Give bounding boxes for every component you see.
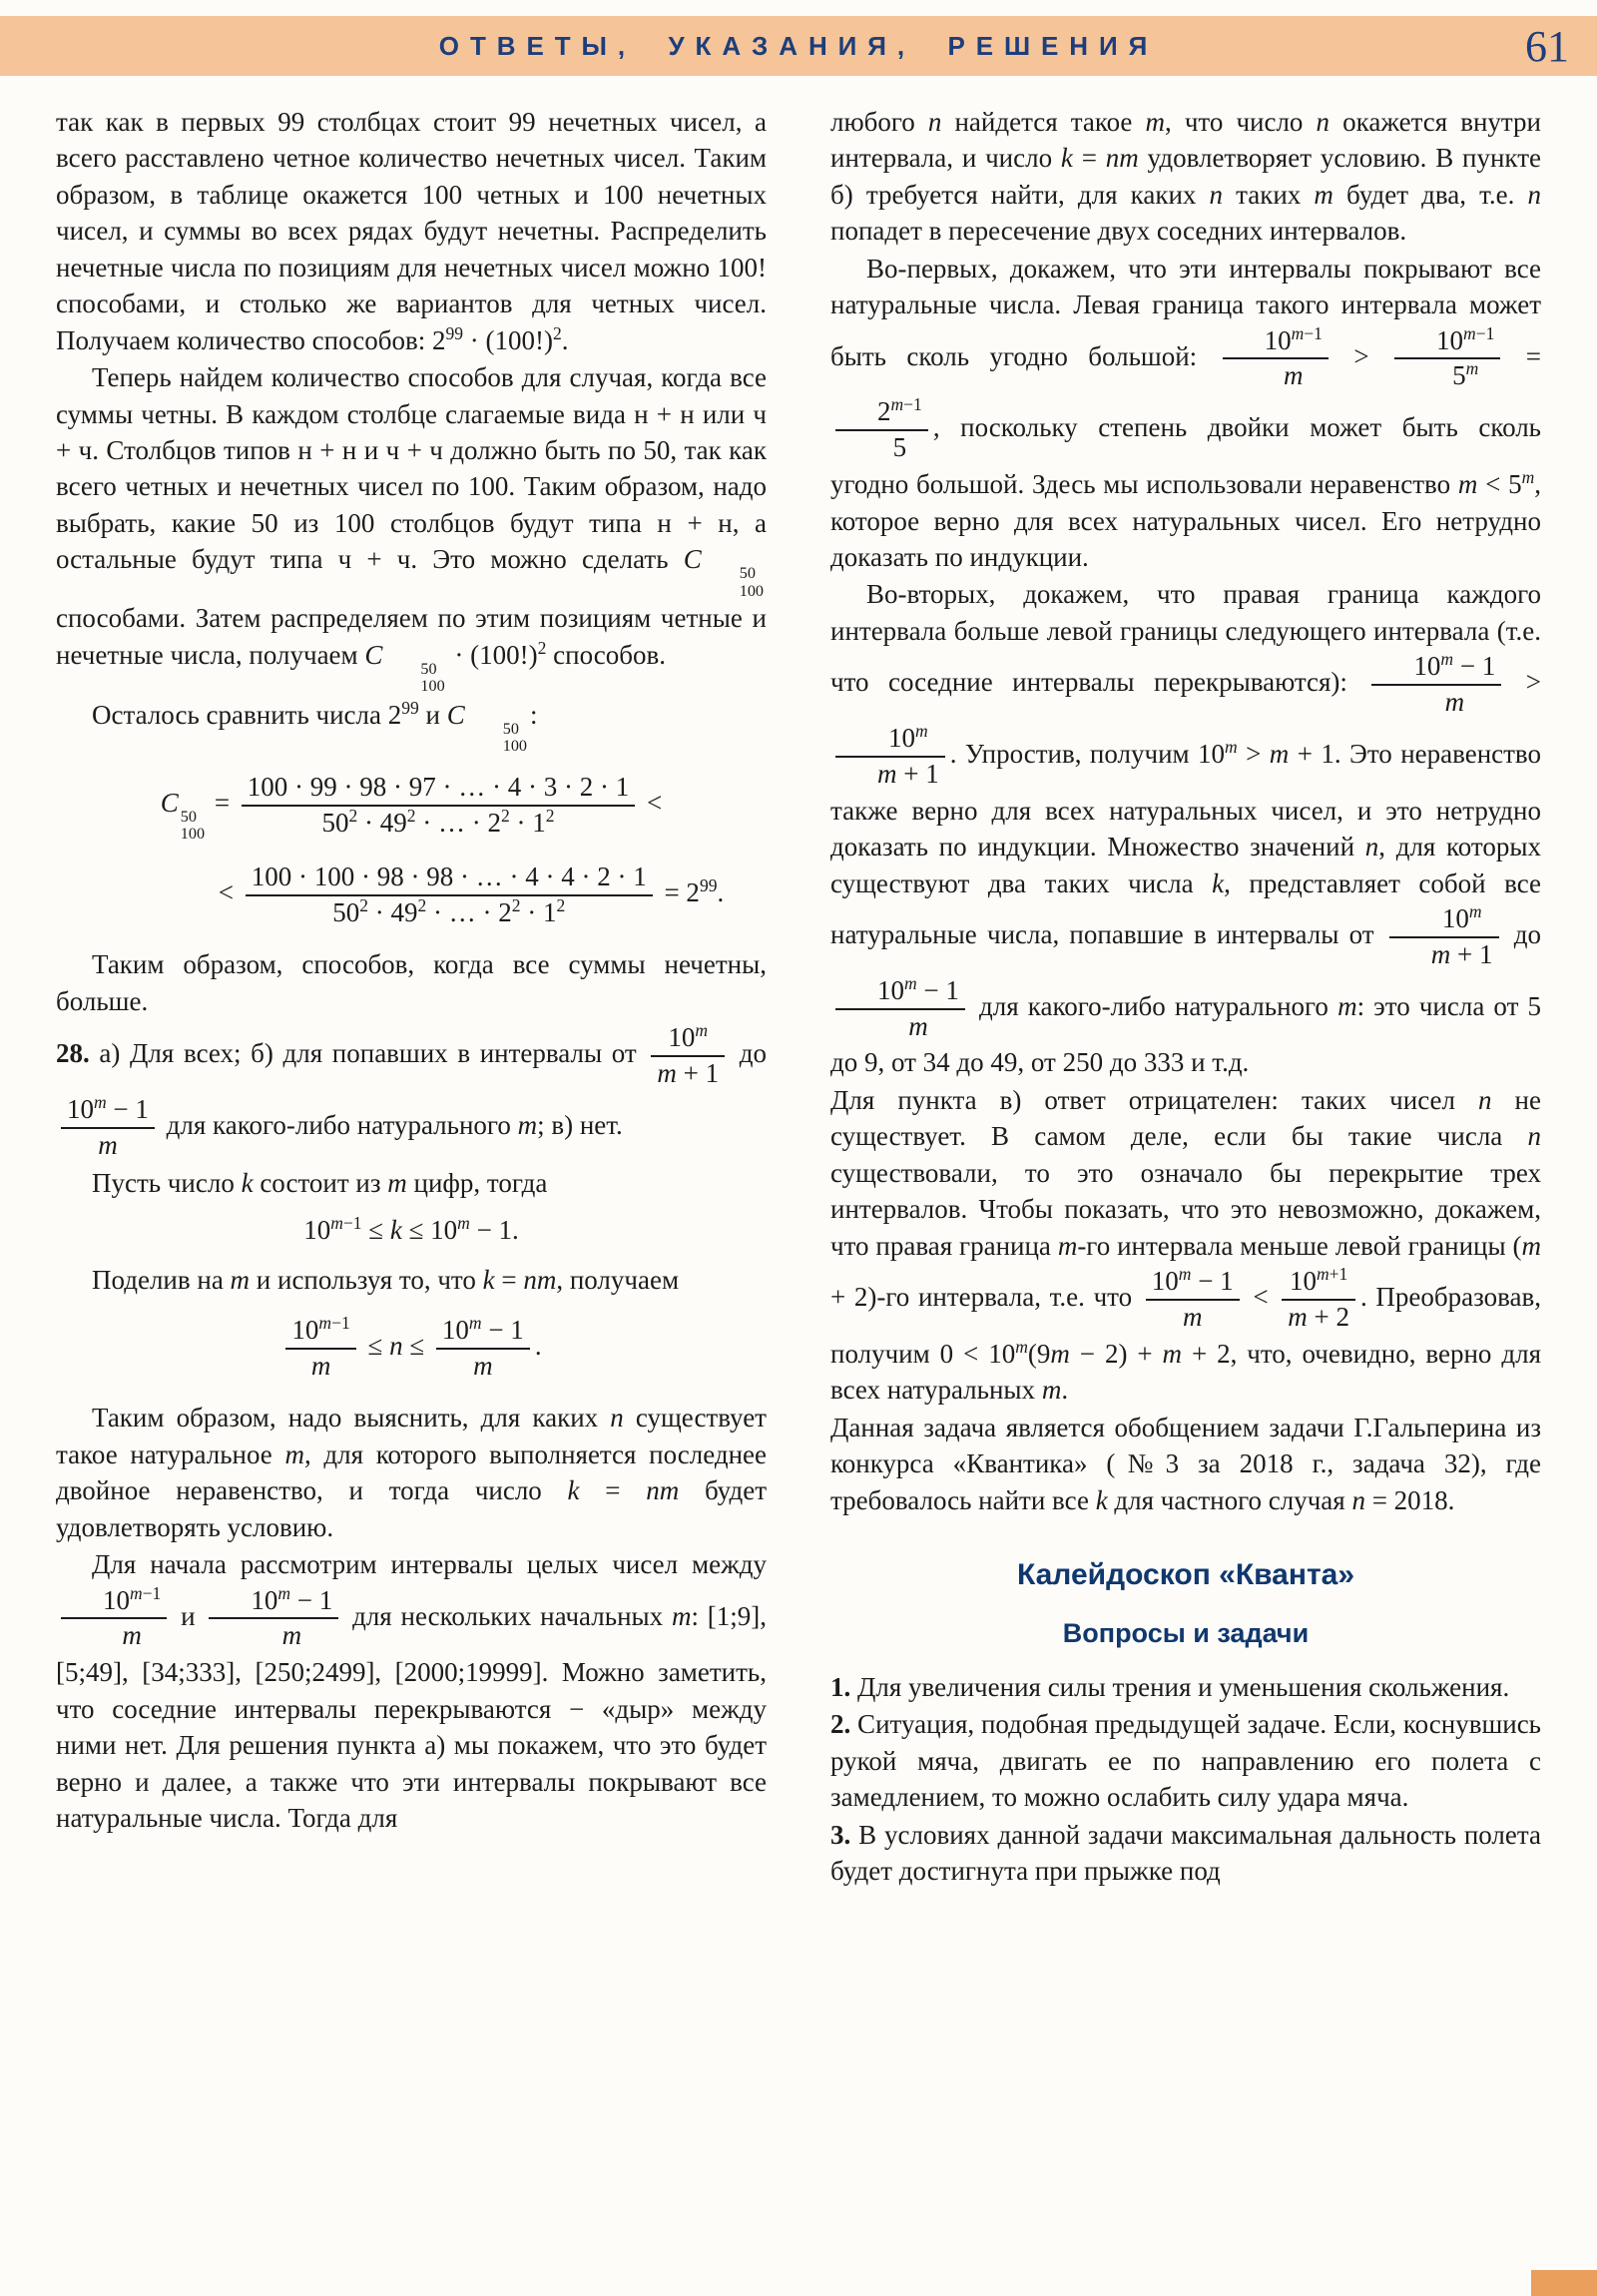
subsection-heading-questions: Вопросы и задачи xyxy=(1062,1617,1310,1648)
paragraph: Таким образом, способов, когда все суммы нечетны, больше. xyxy=(56,949,767,1016)
paragraph: Таким образом, надо выяснить, для каких n существует такое натуральное m, для которого выполняется последнее двойное неравенство, и тогда число k = nm будет удовлетворять условию. xyxy=(56,1403,767,1542)
paragraph: Теперь найдем количество способов для случая, когда все суммы четны. В каждом столбце слагаемые вида н + н или ч + ч. Столбцов типов н + н и ч + ч должно быть по 50, так как всего четных и нечетных чисел по 100. Таким образом, надо выбрать, какие 50 из 100 столбцов будут типа н + н, а остальные будут типа ч + ч. Это можно сделать C 50 100 способами. Затем распределяем по этим позициям четные и нечетные числа, получаем C 50 100 · $(100!)^2$ способов. xyxy=(56,362,767,696)
paragraph: любого n найдется такое m, что число n окажется внутри интервала, и число k = nm удовлетворяет условию. В пункте б) требуется найти, для каких n таких m будет два, т.е. n попадет в пересечение двух соседних интервалов. xyxy=(830,107,1541,247)
answer-item-3: 3. В условиях данной задачи максимальная дальность полета будет достигнута при прыжке под xyxy=(830,1819,1541,1887)
paragraph: Пусть число k состоит из m цифр, тогда xyxy=(92,1167,548,1198)
paragraph: Данная задача является обобщением задачи Г.Гальперина из конкурса «Квантика» (№3 за 2018 г., задача 32), где требовалось найти все k для частного случая n = 2018. xyxy=(830,1412,1541,1515)
paragraph: так как в первых 99 столбцах стоит 99 нечетных чисел, а всего расставлено четное количество нечетных чисел. Таким образом, в таблице окажется 100 четных и 100 нечетных чисел, и суммы во всех рядах будут нечетны. Распределить нечетные числа по позициям для нечетных чисел можно 100! способами, и столько же вариантов для четных чисел. Получаем количество способов: $2^{99} \cdot (100!)^2$. xyxy=(56,107,767,355)
display-formula: $10^{m-1} \le k \le 10^m - 1$. xyxy=(303,1213,519,1246)
paragraph: Во-вторых, докажем, что правая граница каждого интервала больше левой границы следующего интервала (т.е. что соседние интервалы перекрываются): $\frac{10^m - 1}{m}$ > $\frac{10^m}{m + 1}$ . Упростив, получим $10^m > m + 1$. Это неравенство также верно для всех натуральных чисел, и это нетрудно доказать по индукции. Множество значений n, для которых существуют два таких числа k, представляет собой все натуральные числа, попавшие в интервалы от $\frac{10^m}{m + 1}$ до $\frac{10^m - 1}{m}$ для какого-либо натурального m: это числа от 5 до 9, от 34 до 49, от 250 до 333 и т.д. xyxy=(830,579,1541,1078)
section-heading-kaleidoscope: Калейдоскоп «Кванта» xyxy=(1016,1557,1355,1591)
answer-item-1: 1. Для увеличения силы трения и уменьшения скольжения. xyxy=(830,1671,1510,1702)
paragraph: Во-первых, докажем, что эти интервалы покрывают все натуральные числа. Левая граница такого интервала может быть сколь угодно большой: $\frac{10^{m-1}}{m}$ > $\frac{10^{m-1}}{5^m}$ = $\frac{2^{m-1}}{5}$ , поскольку степень двойки может быть сколь угодно большой. Здесь мы использовали неравенство $m < 5^m$, которое верно для всех натуральных чисел. Его нетрудно доказать по индукции. xyxy=(830,253,1541,572)
paragraph: Осталось сравнить числа $2^{99}$ и C 50 100 : xyxy=(92,697,538,756)
header-band xyxy=(0,16,1597,76)
page-content xyxy=(56,104,1541,1890)
paragraph: Для начала рассмотрим интервалы целых чисел между $\frac{10^{m-1}}{m}$ и $\frac{10^m - 1}{m}$ для нескольких начальных m: [1;9], [5;49], [34;333], [250;2499], [2000;19999]. Можно заметить, что соседние интервалы перекрываются − «дыр» между ними нет. Для решения пункта а) мы покажем, что это будет верно и далее, а также что эти интервалы покрывают все натуральные числа. Тогда для xyxy=(56,1549,767,1834)
paragraph: Поделив на m и используя то, что k = nm, получаем xyxy=(92,1265,680,1296)
right-column xyxy=(830,104,1541,1890)
page-corner-marker xyxy=(1531,2270,1597,2296)
left-column xyxy=(56,104,767,1890)
display-formula: C 50 100 = $\frac{100 \cdot 99 \cdot 98 \cdot 97 \cdot \dots \cdot 4 \cdot 3 \cdot 2 \cdot 1}{50^2 \cdot 49^2 \cdot \dots \cdot 2^2 \cdot 1^2}$ < xyxy=(160,771,663,844)
display-formula: $\frac{10^{m-1}}{m}$ ≤ n ≤ $\frac{10^m - 1}{m}$ . xyxy=(56,1313,767,1385)
paragraph: Для пункта в) ответ отрицателен: таких чисел n не существует. В самом деле, если бы такие числа n существовали, то это означало бы перекрытие трех интервалов. Чтобы показать, что это невозможно, докажем, что правая граница m-го интервала меньше левой границы (m + 2)-го интервала, т.е. что $\frac{10^m - 1}{m}$ < $\frac{10^{m+1}}{m + 2}$ . Преобразовав, получим $0 < 10^m(9m - 2) + m + 2$, что, очевидно, верно для всех натуральных m. xyxy=(830,1084,1542,1406)
page-number: 61 xyxy=(1525,22,1569,71)
display-formula: < $\frac{100 \cdot 100 \cdot 98 \cdot 98 \cdot \dots \cdot 4 \cdot 4 \cdot 2 \cdot 1}{50^2 \cdot 49^2 \cdot \dots \cdot 2^2 \cdot 1^2}$ = $2^{99}$. xyxy=(218,861,725,927)
answer-item-2: 2. Ситуация, подобная предыдущей задаче. Если, коснувшись рукой мяча, двигать ее по направлению его полета с замедлением, то можно ослабить силу удара мяча. xyxy=(830,1709,1541,1813)
answer-item-28: 28. а) Для всех; б) для попавших в интервалы от $\frac{10^m}{m + 1}$ до $\frac{10^m - 1}{m}$ для какого-либо натурального m; в) нет. xyxy=(56,1020,767,1160)
page-header-title: ОТВЕТЫ, УКАЗАНИЯ, РЕШЕНИЯ xyxy=(438,30,1159,61)
